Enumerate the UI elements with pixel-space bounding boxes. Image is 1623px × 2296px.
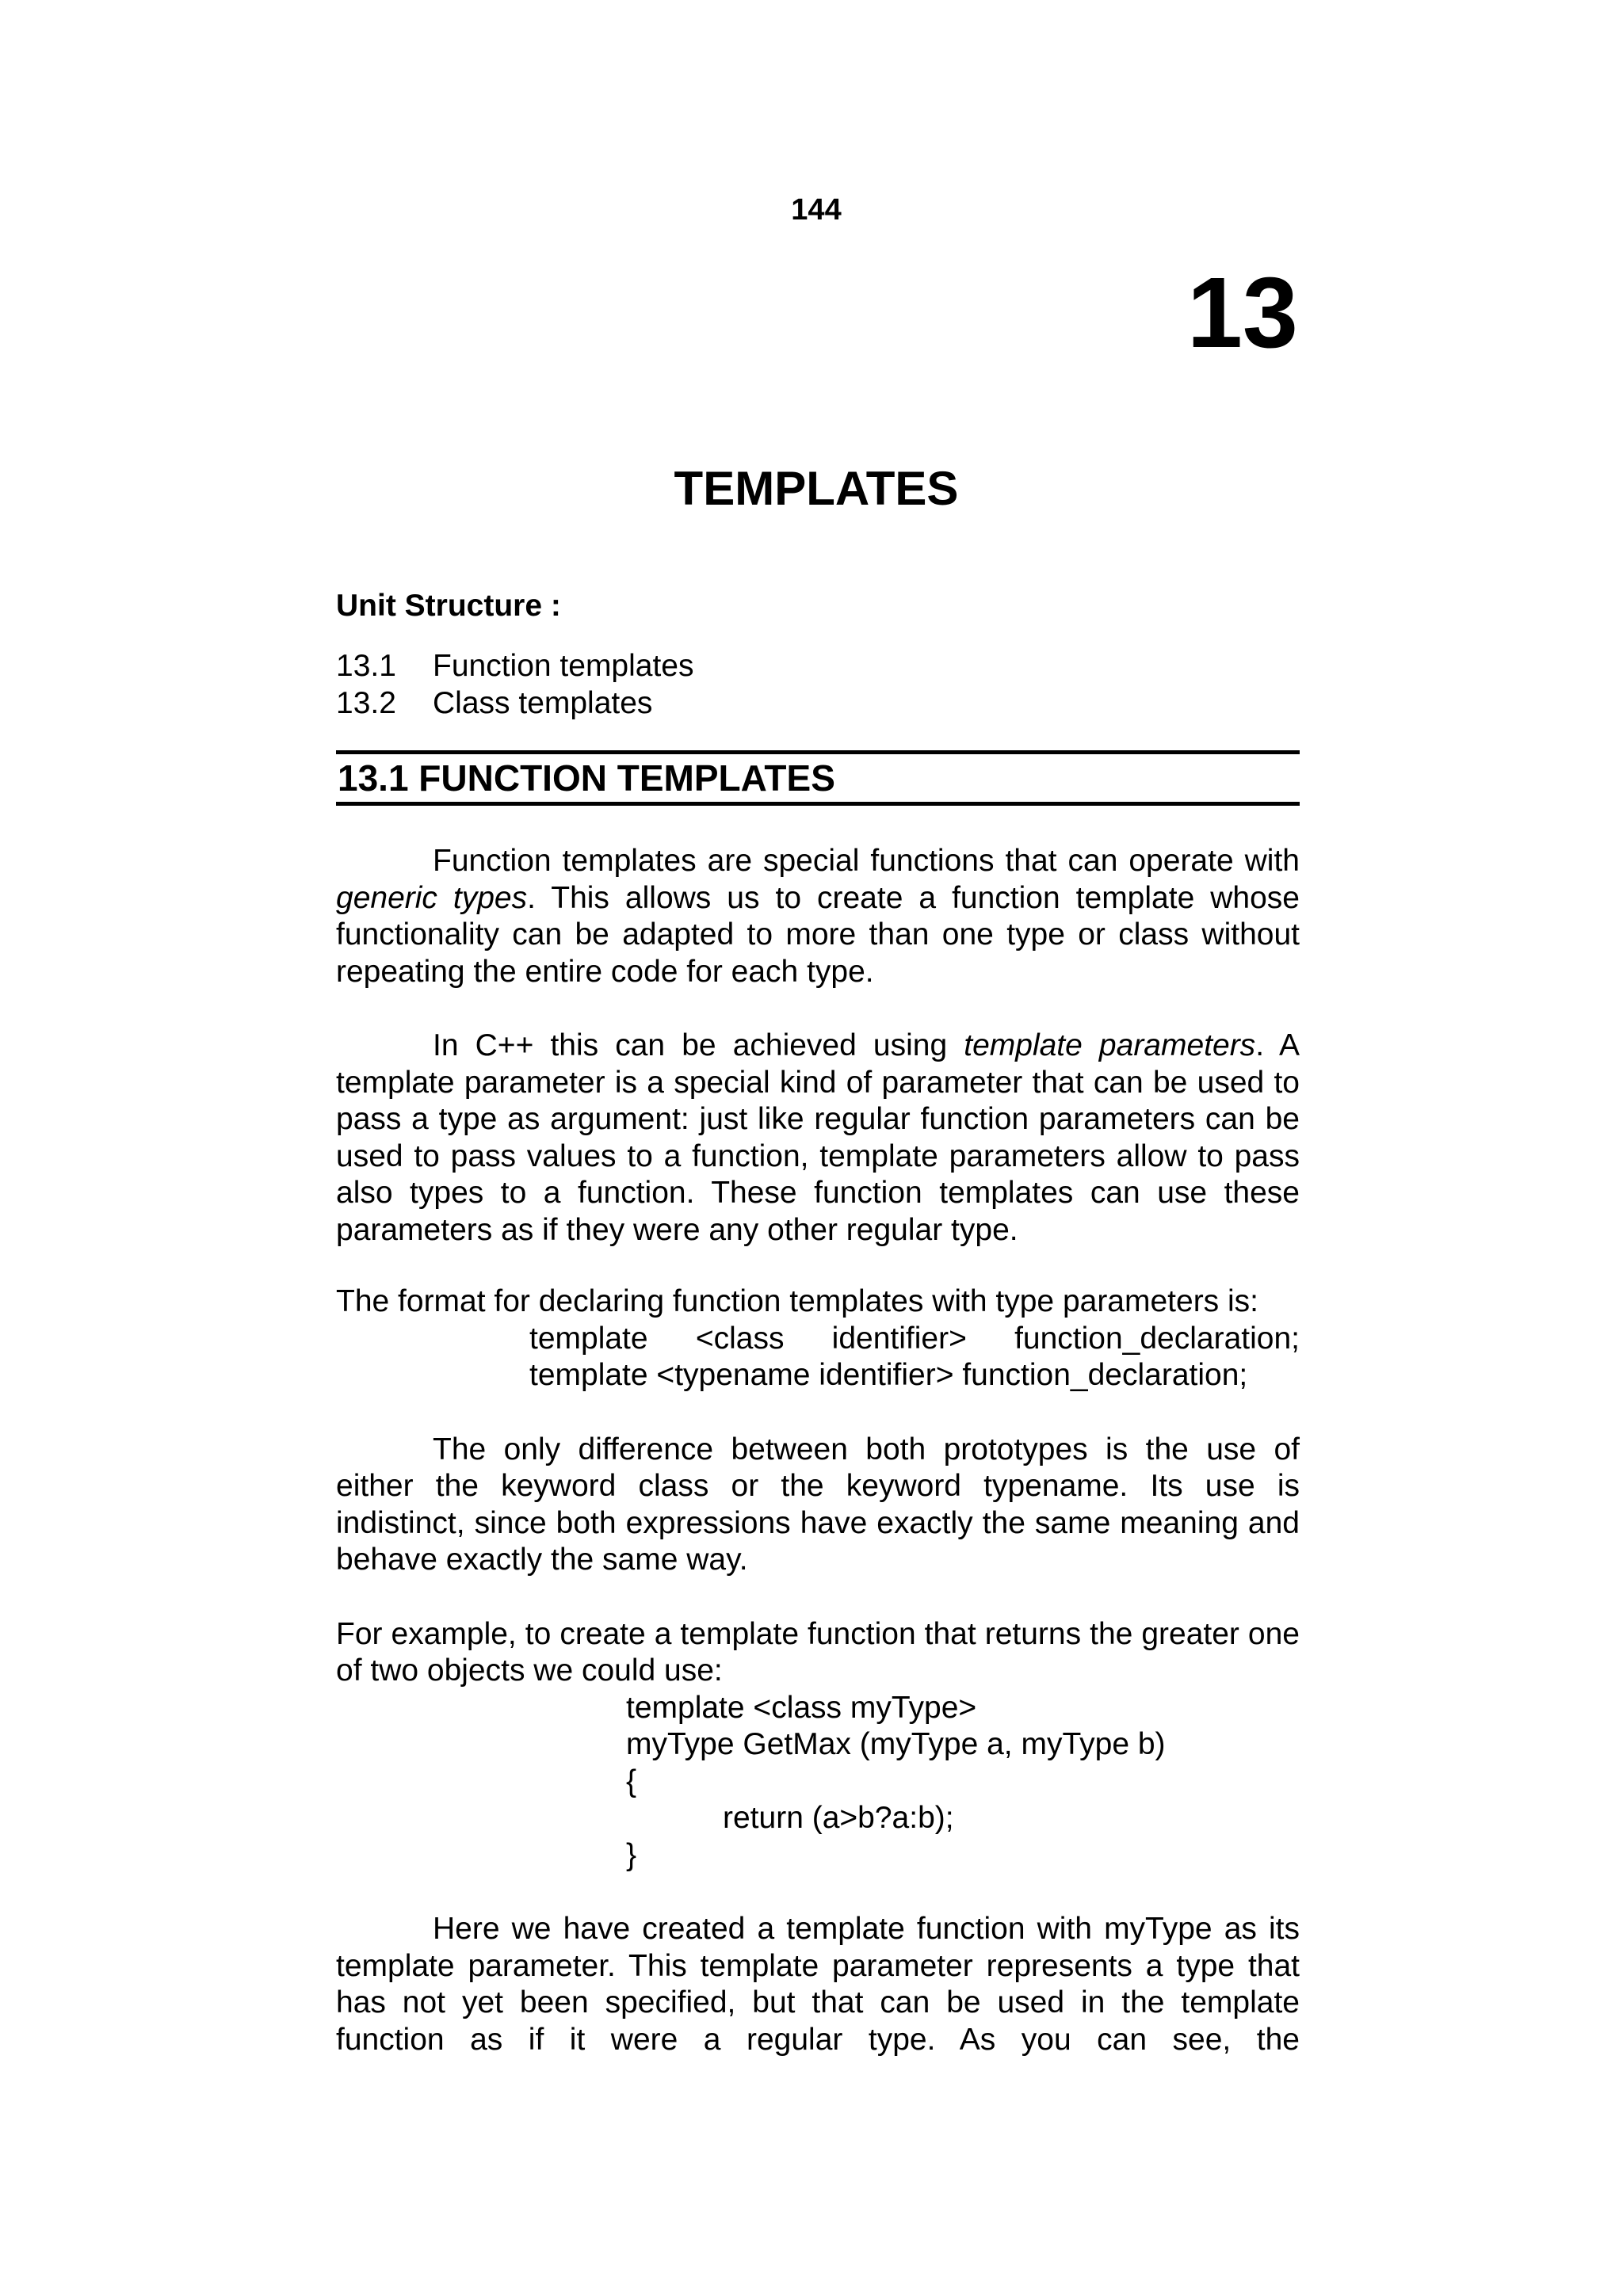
paragraph-text: Function templates are special functions that can operate with — [433, 844, 1300, 878]
italic-term: generic types — [336, 880, 528, 915]
code-line: } — [626, 1837, 637, 1872]
paragraph-generic-types — [336, 843, 1300, 990]
unit-item-number: 13.1 — [336, 649, 396, 683]
chapter-number: 13 — [1186, 257, 1298, 368]
unit-item-number: 13.2 — [336, 685, 396, 720]
code-line: return (a>b?a:b); — [723, 1801, 954, 1835]
declaration-word: <class — [695, 1321, 785, 1356]
unit-structure-heading: Unit Structure : — [336, 589, 561, 623]
code-line: myType GetMax (myType a, myType b) — [626, 1727, 1166, 1761]
declaration-word: identifier> — [831, 1321, 967, 1356]
paragraph-format-intro: The format for declaring function templates with type parameters is: — [336, 1284, 1259, 1318]
declaration-word: template — [529, 1321, 648, 1356]
unit-structure-list — [336, 648, 1300, 722]
declaration-word: function_declaration; — [1014, 1321, 1300, 1356]
section-heading: 13.1 FUNCTION TEMPLATES — [336, 750, 1300, 806]
unit-item-label: Class templates — [433, 685, 653, 720]
code-line: template <class myType> — [626, 1690, 977, 1725]
declaration-line: template <typename identifier> function_declaration; — [529, 1358, 1248, 1392]
declaration-line — [529, 1321, 1300, 1358]
unit-item-label: Function templates — [433, 649, 694, 683]
code-example — [626, 1690, 1300, 1875]
paragraph-template-parameters — [336, 1028, 1300, 1249]
declaration-block — [529, 1321, 1300, 1394]
paragraph-example-intro: For example, to create a template function that returns the greater one of two objects we could use: — [336, 1616, 1300, 1688]
unit-structure-item — [336, 685, 1300, 723]
italic-term: template parameters — [964, 1028, 1256, 1062]
paragraph-difference: The only difference between both prototypes is the use of either the keyword class or the keyword typename. Its use is indistinct, since both expressions have exactly the same meaning and behave exactly the same way. — [336, 1432, 1300, 1577]
paragraph-text: In C++ this can be achieved using — [433, 1028, 964, 1062]
page-content — [336, 588, 1300, 2058]
code-line: { — [626, 1764, 637, 1798]
chapter-title: TEMPLATES — [674, 462, 959, 515]
paragraph-text: . This allows us to create a function template whose functionality can be adapted to more than one type or class without repeating the entire code for each type. — [336, 880, 1300, 989]
unit-structure-item — [336, 648, 1300, 685]
page-number: 144 — [791, 193, 842, 227]
paragraph-explanation: Here we have created a template function with myType as its template parameter. This template parameter represents a type that has not yet been specified, but that can be used in the template function as if it were a regular type. As you can see, the — [336, 1912, 1300, 2057]
paragraph-text: . A template parameter is a special kind of parameter that can be used to pass a type as argument: just like regular function parameters can be used to pass values to a function, template parameters allow to pass also types to a function. These function templates can use these parameters as if they were any other regular type. — [336, 1028, 1300, 1247]
